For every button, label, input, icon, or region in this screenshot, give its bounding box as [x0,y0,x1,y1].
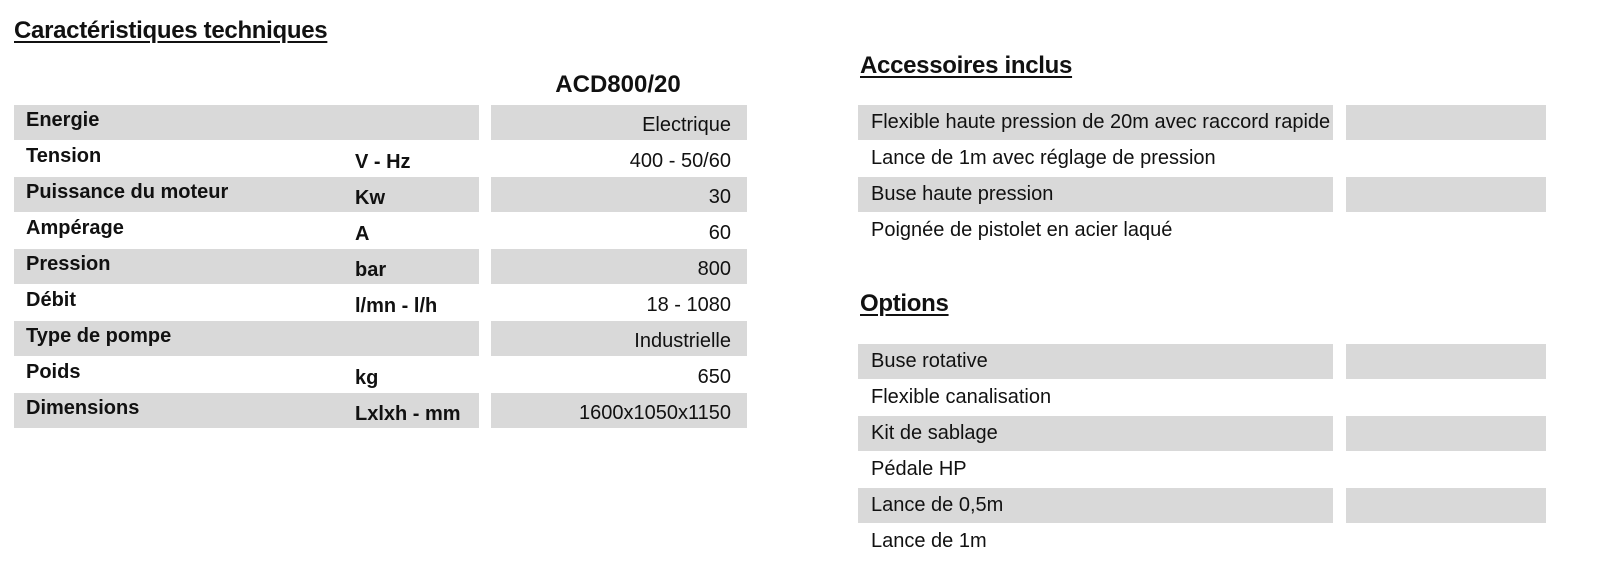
list-item-empty-cell [1346,344,1546,379]
spec-value: 400 - 50/60 [629,150,731,172]
spec-label: Energie [26,109,100,131]
list-item-text: Flexible canalisation [871,386,1052,408]
list-item-text: Pédale HP [871,458,967,480]
spec-value: 650 [697,366,731,388]
list-item-text: Poignée de pistolet en acier laqué [871,219,1173,241]
spec-unit: kg [355,367,379,389]
spec-value: 800 [697,258,731,280]
spec-label: Puissance du moteur [26,181,229,203]
spec-label: Débit [26,289,76,311]
spec-label: Type de pompe [26,325,172,347]
spec-value: Electrique [642,114,731,136]
list-item-empty-cell [1346,105,1546,140]
list-item-text: Lance de 0,5m [871,494,1004,516]
spec-label-cell [14,357,479,392]
spec-value: 60 [708,222,731,244]
list-item-empty-cell [1346,524,1546,559]
spec-label: Poids [26,361,81,383]
accessories-heading: Accessoires inclus [860,52,1073,79]
spec-unit: l/mn - l/h [355,295,438,317]
list-item-text: Lance de 1m [871,530,987,552]
spec-unit: A [355,223,370,245]
spec-unit: V - Hz [355,151,411,173]
list-item-text: Kit de sablage [871,422,998,444]
spec-label: Dimensions [26,397,140,419]
list-item-text: Lance de 1m avec réglage de pression [871,147,1216,169]
list-item-empty-cell [1346,213,1546,248]
list-item-text: Flexible haute pression de 20m avec raccord rapide [871,111,1331,133]
spec-unit: bar [355,259,387,281]
spec-unit: Kw [355,187,385,209]
list-item-text: Buse haute pression [871,183,1054,205]
spec-value: Industrielle [634,330,731,352]
options-heading: Options [860,290,949,317]
spec-label: Ampérage [26,217,124,239]
spec-unit: Lxlxh - mm [355,403,461,425]
list-item-empty-cell [1346,177,1546,212]
list-item-text: Buse rotative [871,350,988,372]
spec-label: Pression [26,253,111,275]
list-item-empty-cell [1346,380,1546,415]
list-item-empty-cell [1346,141,1546,176]
model-heading: ACD800/20 [555,71,681,98]
list-item-empty-cell [1346,488,1546,523]
spec-value: 1600x1050x1150 [579,402,731,424]
list-item-empty-cell [1346,452,1546,487]
spec-value: 30 [708,186,731,208]
spec-label: Tension [26,145,102,167]
spec-value: 18 - 1080 [646,294,731,316]
technical-specs-heading: Caractéristiques techniques [14,17,328,44]
list-item-empty-cell [1346,416,1546,451]
